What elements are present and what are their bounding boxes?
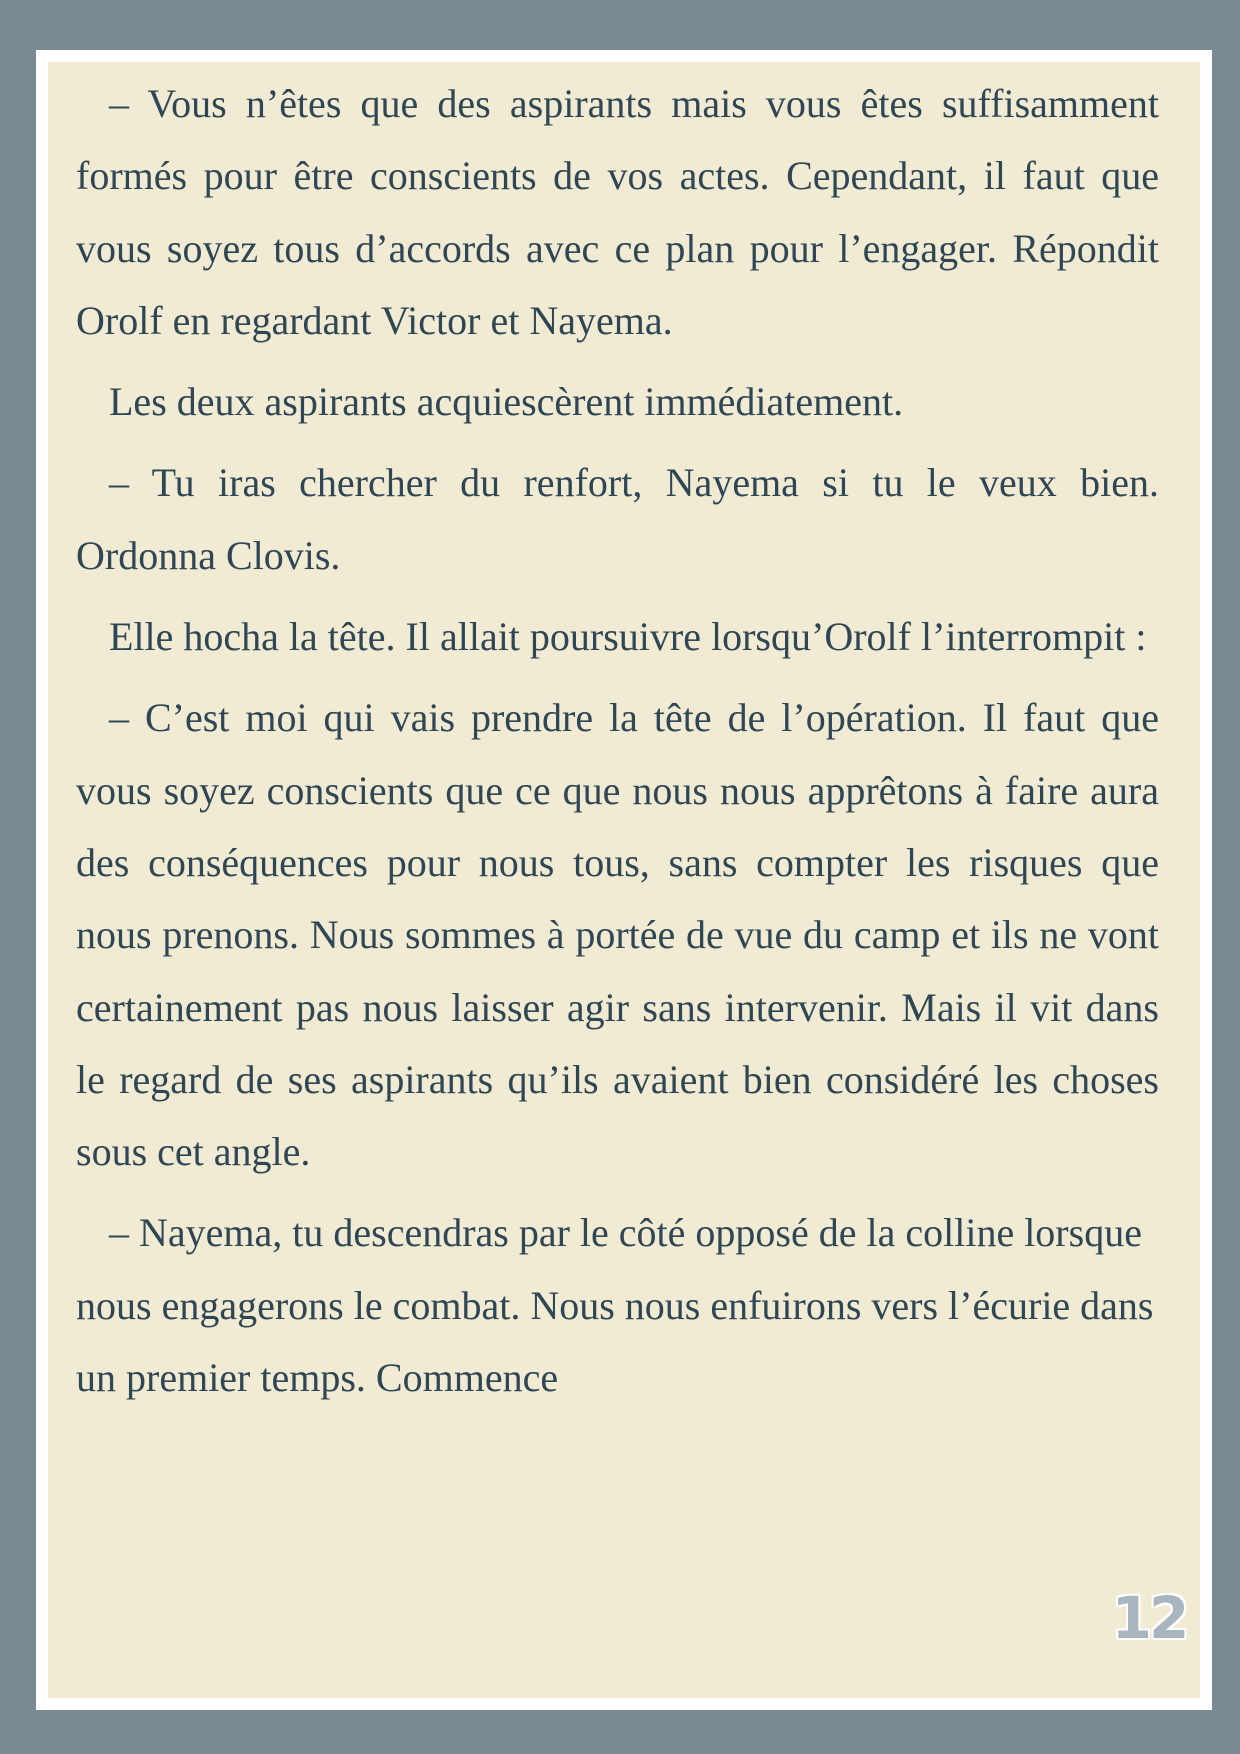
paragraph: – C’est moi qui vais prendre la tête de l’opération. Il faut que vous soyez conscients que ce que nous nous apprêtons à faire aura des conséquences pour nous tous, sans compter les risques que nous prenons. Nous sommes à portée de vue du camp et ils ne vont certainement pas nous laisser agir sans intervenir. Mais il vit dans le regard de ses aspirants qu’ils avaient bien considéré les choses sous cet angle. (76, 695, 1159, 1175)
book-page (48, 62, 1200, 1698)
paragraph: – Nayema, tu descendras par le côté opposé de la colline lorsque nous engagerons le combat. Nous nous enfuirons vers l’écurie dans un premier temps. Commence (76, 1210, 1154, 1401)
page-number: 12 (1111, 1584, 1187, 1652)
paragraph: – Tu iras chercher du renfort, Nayema si tu le veux bien. Ordonna Clovis. (76, 460, 1159, 578)
paragraph: Elle hocha la tête. Il allait poursuivre lorsqu’Orolf l’interrompit : (109, 614, 1147, 660)
page-text (76, 68, 1159, 1423)
paragraph: – Vous n’êtes que des aspirants mais vous êtes suffisamment formés pour être conscients de vos actes. Cependant, il faut que vous soyez tous d’accords avec ce plan pour l’engager. Répondit Orolf en regardant Victor et Nayema. (76, 81, 1159, 343)
paragraph: Les deux aspirants acquiescèrent immédiatement. (109, 379, 904, 425)
